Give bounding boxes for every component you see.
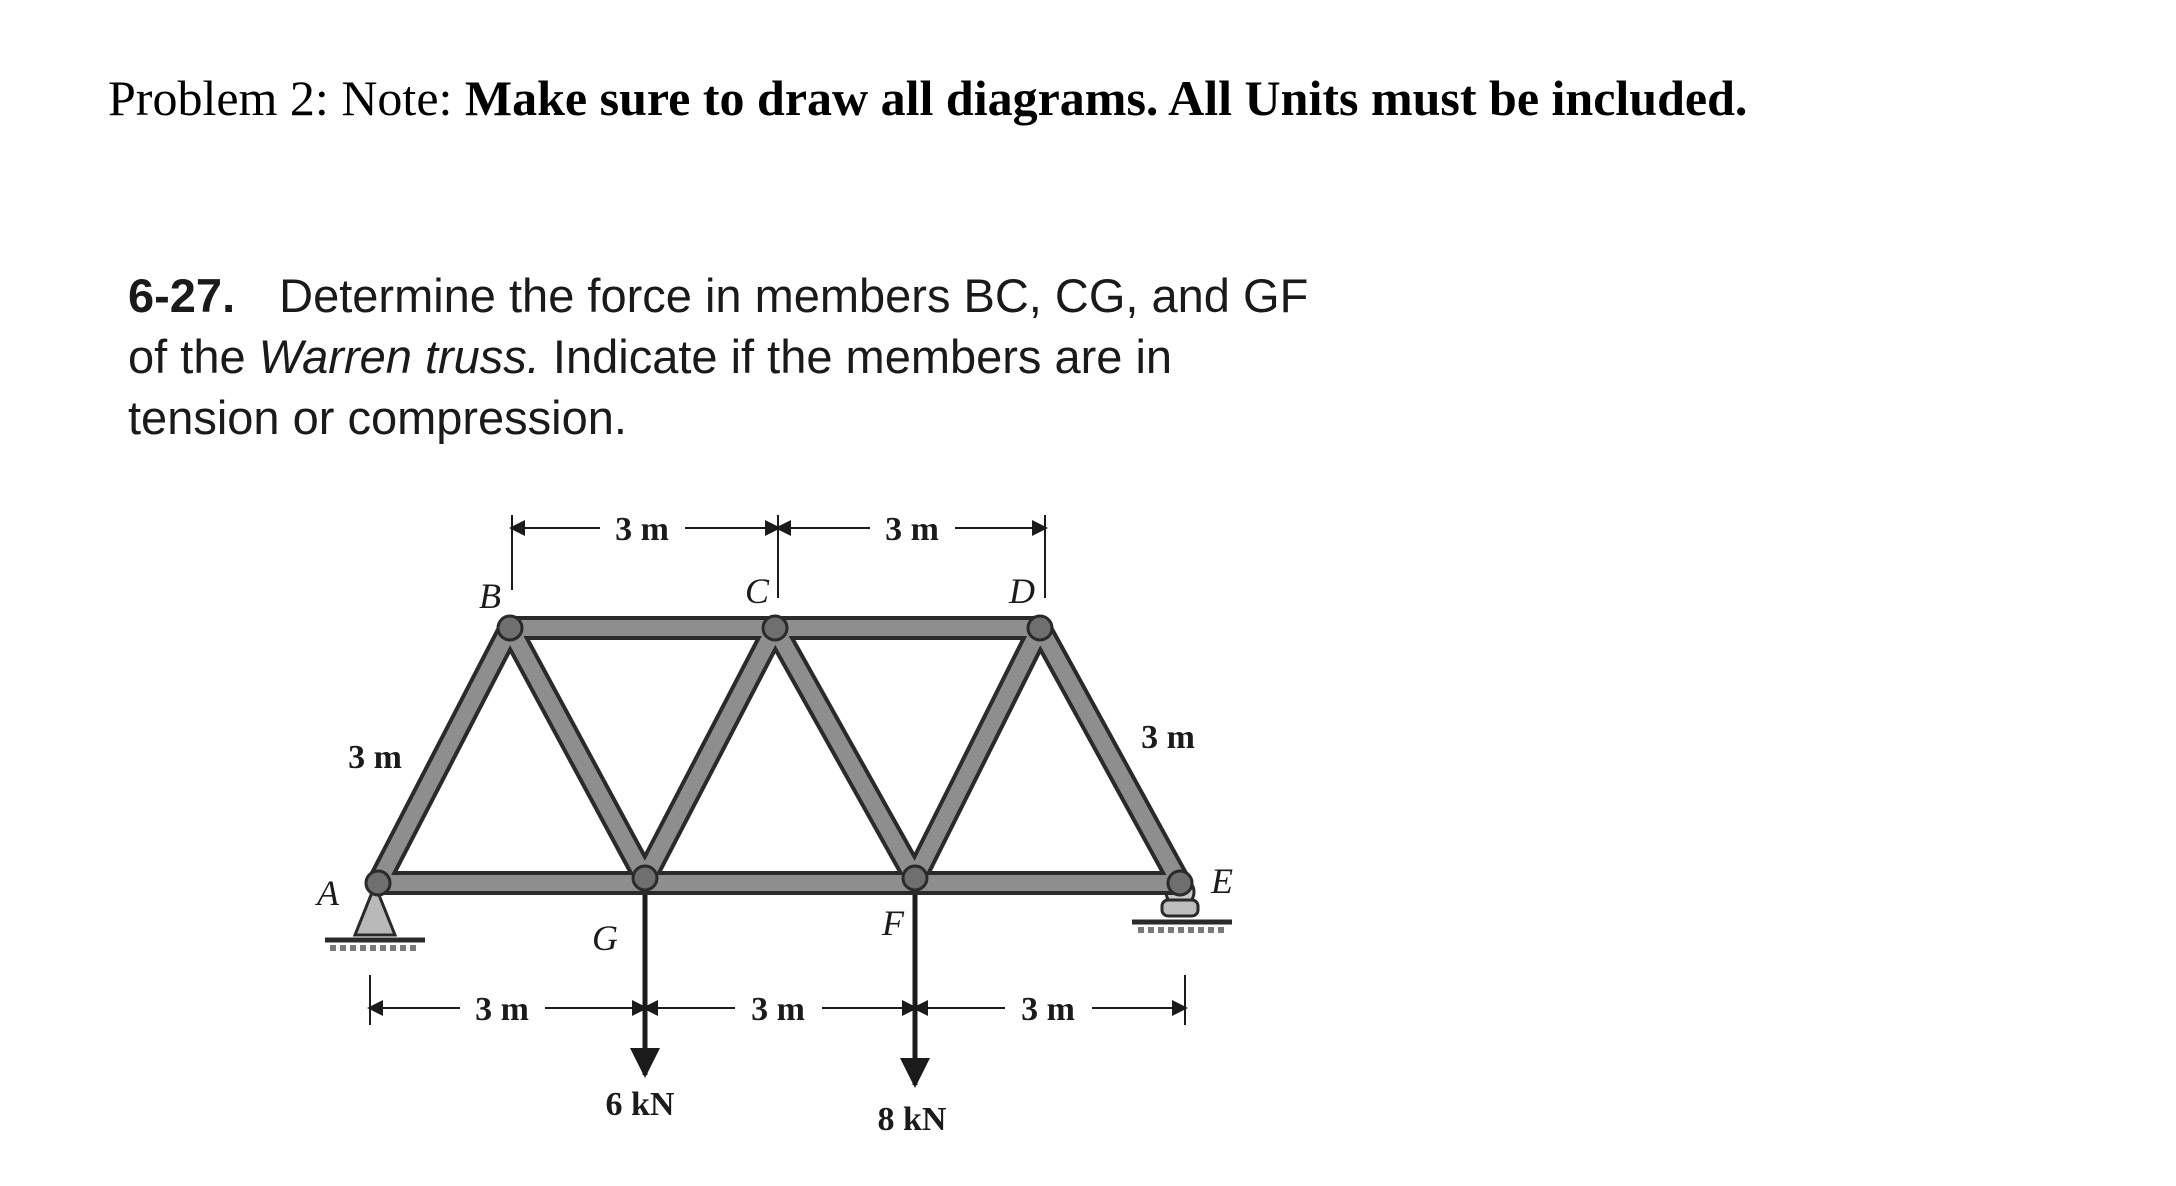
truss-members	[366, 616, 1192, 895]
node-label-b: B	[479, 576, 501, 616]
dim-right-height: 3 m	[1141, 719, 1195, 756]
problem-text-italic: Warren truss.	[258, 330, 540, 383]
problem-text-1: Determine the force in members BC, CG, and GF of the	[128, 269, 1309, 383]
load-label-f: 8 kN	[877, 1101, 947, 1138]
problem-text-2: Indicate if the members are in tension or compression.	[128, 330, 1173, 444]
node-label-c: C	[744, 571, 770, 611]
node-label-a: A	[317, 873, 339, 913]
dim-bottom-3: 3 m	[1021, 991, 1075, 1028]
header-note: Make sure to draw all diagrams. All Units must be included.	[464, 70, 1748, 126]
top-dim-2	[783, 511, 1040, 548]
load-label-g: 6 kN	[605, 1086, 675, 1123]
node-label-e: E	[1211, 861, 1233, 901]
problem-number: 6-27.	[128, 269, 236, 322]
dim-left-height: 3 m	[348, 739, 402, 776]
header-prefix: Problem 2: Note:	[108, 70, 465, 126]
dim-bottom-2: 3 m	[751, 991, 805, 1028]
node-label-d: D	[1009, 571, 1035, 611]
dim-top-right: 3 m	[885, 511, 939, 548]
dim-bottom-1: 3 m	[475, 991, 529, 1028]
top-dim-1	[517, 511, 773, 548]
node-label-g: G	[592, 918, 618, 958]
dim-top-left: 3 m	[615, 511, 669, 548]
node-label-f: F	[882, 903, 904, 943]
